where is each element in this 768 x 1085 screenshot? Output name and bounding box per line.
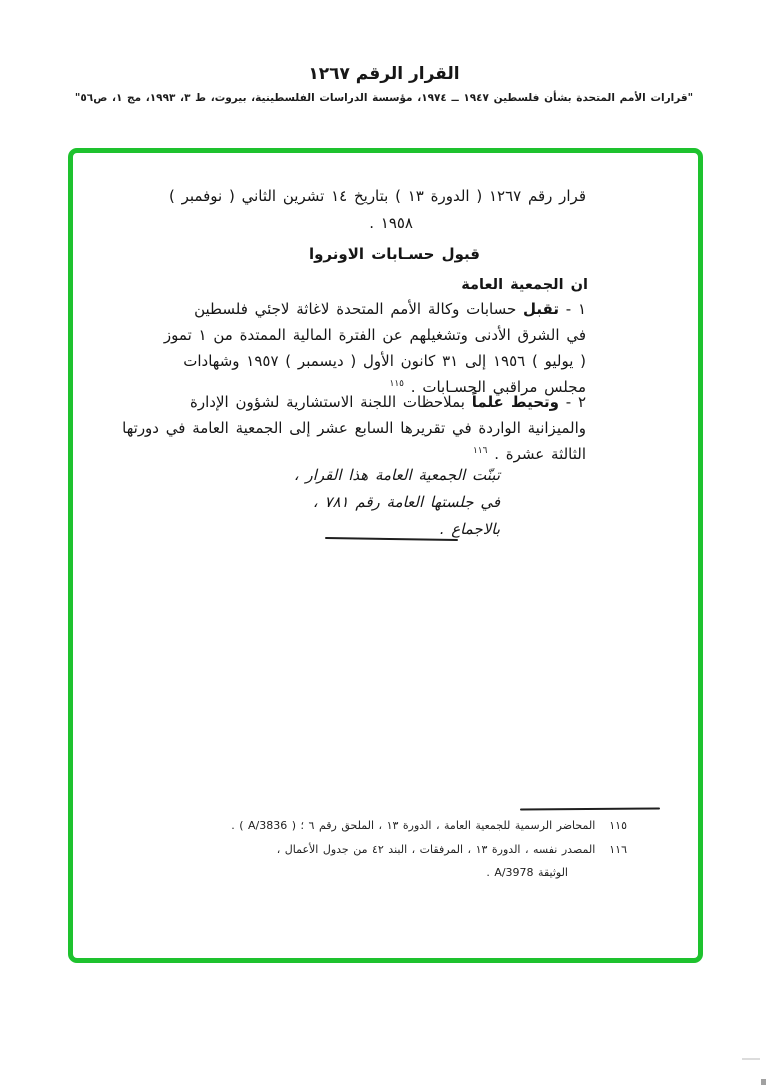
page-title: القرار الرقم ١٢٦٧ <box>308 64 460 84</box>
footnote-116-continuation: الوثيقة A/3978 . <box>486 866 568 879</box>
paragraph-1-text-1: حسابات وكالة الأمم المتحدة لاغاثة لاجئي فلسطين <box>194 300 524 318</box>
paragraph-2-text-3: الثالثة عشرة . <box>494 445 586 463</box>
paragraph-1-verb: تقبل <box>523 300 559 318</box>
adoption-line-2: في جلستها العامة رقم ٧٨١ ، <box>312 493 500 511</box>
footnote-116-number: ١١٦ <box>609 843 627 856</box>
operative-paragraph-2 <box>122 389 586 467</box>
paragraph-1-line-1 <box>164 296 586 322</box>
adoption-line-1: تبنّت الجمعية العامة هذا القرار ، <box>293 466 500 484</box>
footnote-115-number: ١١٥ <box>609 819 627 832</box>
adoption-statement <box>294 462 500 543</box>
paragraph-2-verb: وتحيط علماً <box>471 393 559 411</box>
paragraph-1-line-3: ( يوليو ) ١٩٥٦ إلى ٣١ كانون الأول ( ديسمبر ) ١٩٥٧ وشهادات <box>183 352 586 370</box>
footnote-116-text: المصدر نفسه ، الدورة ١٣ ، المرفقات ، البند ٤٢ من جدول الأعمال ، <box>276 843 596 856</box>
resolution-body <box>73 153 698 958</box>
paragraph-1-text-4: مجلس مراقبي الحسـابات . <box>410 378 586 396</box>
paragraph-2-line-1 <box>122 389 586 415</box>
paragraph-1-line-2: في الشرق الأدنى وتشغيلهم عن الفترة المالية الممتدة من ١ تموز <box>163 326 586 344</box>
footnote-ref-116: ١١٦ <box>472 446 488 456</box>
footnote-ref-115: ١١٥ <box>389 379 405 389</box>
paragraph-2-line-2: والميزانية الواردة في تقريرها السابع عشر إلى الجمعية العامة في دورتها <box>122 419 586 437</box>
footnote-divider-line <box>520 808 660 811</box>
resolution-year-line: ١٩٥٨ . <box>369 214 413 232</box>
footnote-115-text: المحاضر الرسمية للجمعية العامة ، الدورة ١٣ ، الملحق رقم ٦ ؛ ( A/3836 ) . <box>231 819 596 832</box>
resolution-subject: قبول حسـابات الاونروا <box>308 245 480 263</box>
paragraph-1-number: ١ - <box>558 300 586 318</box>
preamble: ان الجمعية العامة <box>461 277 588 293</box>
source-citation: "قرارات الأمم المتحدة بشأن فلسطين ١٩٤٧ ــ ١٩٧٤، مؤسسة الدراسات الفلسطينية، بيروت، ط ٣، ١٩٩٣، مج ١، ص٥٦" <box>74 92 694 104</box>
operative-paragraph-1 <box>164 296 586 400</box>
scan-artifact-smudge <box>742 1058 760 1060</box>
footnote-115 <box>231 815 627 837</box>
adoption-line-3: بالاجماع . <box>439 520 500 538</box>
paragraph-2-text-1: بملاحظات اللجنة الاستشارية لشؤون الإدارة <box>190 393 472 411</box>
resolution-date-line: قرار رقم ١٢٦٧ ( الدورة ١٣ ) بتاريخ ١٤ تشرين الثاني ( نوفمبر ) <box>169 187 586 205</box>
paragraph-2-number: ٢ - <box>558 393 586 411</box>
scan-artifact-speck <box>761 1079 766 1085</box>
footnote-116 <box>277 839 627 861</box>
